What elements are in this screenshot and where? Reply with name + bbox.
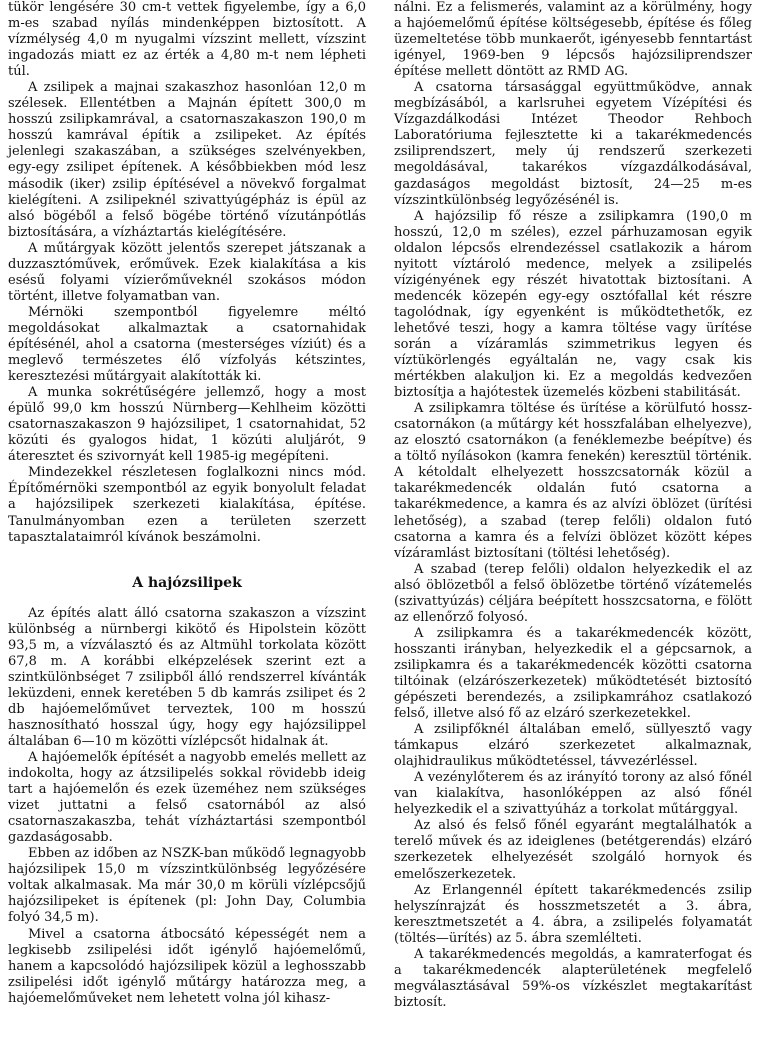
- paragraph: A munka sokrétűségére jellemző, hogy a most épülő 99,0 km hosszú Nürnberg—Kehlheim közötti csatornaszakaszon 9 hajózsilipet, 1 csatornahidat, 52 közúti és gyalogos hidat, 1 közúti aluljárót, 9 áteresztet és szivornyát kell 1985-ig megépíteni.: [8, 385, 366, 465]
- paragraph: A hajózsilip fő része a zsilipkamra (190,0 m hosszú, 12,0 m széles), ezzel párhuzamosan egyik oldalon lépcsős elrendezéssel csatlakozik a három nyitott víztároló medence, melyek a zsilipelés vízigényének egy részét hivatottak biztosítani. A medencék közepén egy-egy osztófallal két részre tagolódnak, így egyenként is működtethetők, ez lehetővé teszi, hogy a kamra töltése vagy ürítése során a vízáramlás szimmetrikus legyen és víztükörlengés egyáltalán ne, vagy csak kis mértékben alakuljon ki. Ez a megoldás kedvezően biztosítja a hajótestek üzemelés közbeni stabilitását.: [394, 208, 752, 401]
- paragraph: A szabad (terep felőli) oldalon helyezkedik el az alsó öblözetből a felső öblözetbe történő vízátemelés (szivattyúzás) céljára beépített hosszcsatorna, e fölött az ellenőrző folyosó.: [394, 561, 752, 625]
- paragraph: Mivel a csatorna átbocsátó képességét nem a legkisebb zsilipelési időt igénylő hajóemelőmű, hanem a kapcsolódó hajózsilipek közül a leghosszabb zsilipelési időt igénylő műtárgy határozza meg, a hajóemelőműveket nem lehetett volna jól kihasz-: [8, 926, 366, 1006]
- section-heading: A hajózsilipek: [132, 574, 242, 591]
- left-column: [8, 0, 366, 1007]
- paragraph: A zsilipkamra töltése és ürítése a körülfutó hossz-csatornákon (a műtárgy két hosszfalában elhelyezve), az elosztó csatornákon (a fenéklemezbe beépítve) és a töltő nyílásokon (kamra fenekén) keresztül történik. A kétoldalt elhelyezett hosszcsatornák közül a takarékmedencék oldalán futó csatorna a takarékmedence, a kamra és az alvízi öblözet (ürítési lehetőség), a szabad (terep felőli) oldalon futó csatorna a kamra és a felvízi öblözet között képes vízáramlást biztosítani (töltési lehetőség).: [394, 401, 752, 561]
- paragraph: tükör lengésére 30 cm-t vettek figyelembe, így a 6,0 m-es szabad nyílás mindenképpen biztosított. A vízmélység 4,0 m nyugalmi vízszint mellett, vízszint ingadozás miatt ez az érték a 4,80 m-t nem lépheti túl.: [8, 0, 366, 80]
- paragraph: A műtárgyak között jelentős szerepet játszanak a duzzasztóművek, erőművek. Ezek kialakítása a kis esésű folyami vízierőműveknél szokásos módon történt, illetve folyamatban van.: [8, 240, 366, 304]
- paragraph: Mindezekkel részletesen foglalkozni nincs mód. Építőmérnöki szempontból az egyik bonyolult feladat a hajózsilipek szerkezeti kialakítása, építése. Tanulmányomban ezen a területen szerzett tapasztalataimról kívánok beszámolni.: [8, 465, 366, 545]
- paragraph: A hajóemelők építését a nagyobb emelés mellett az indokolta, hogy az átzsilipelés sokkal rövidebb ideig tart a hajóemelőn és ezek üzeméhez nem szükséges vizet juttatni a felső csatornából az alsó csatornaszakaszba, tehát vízháztartási szempontból gazdaságosabb.: [8, 750, 366, 846]
- paragraph: nálni. Ez a felismerés, valamint az a körülmény, hogy a hajóemelőmű építése költségesebb, építése és főleg üzemeltetése több munkaerőt, igényesebb fenntartást igényel, 1969-ben 9 lépcsős hajózsiliprendszer építése mellett döntött az RMD AG.: [394, 0, 752, 80]
- right-column: [394, 0, 752, 1011]
- paragraph: Mérnöki szempontból figyelemre méltó megoldásokat alkalmaztak a csatornahidak építésénél, ahol a csatorna (mesterséges víziút) és a meglevő természetes élő vízfolyás kétszintes, keresztezési műtárgyait alakították ki.: [8, 304, 366, 385]
- paragraph: A takarékmedencés megoldás, a kamraterfogat és a takarékmedencék alapterületének megfelelő megválasztásával 59%-os vízkészlet megtakarítást biztosít.: [394, 946, 752, 1010]
- paragraph: Az építés alatt álló csatorna szakaszon a vízszint különbség a nürnbergi kikötő és Hipolstein között 93,5 m, a vízválasztó és az Altmühl torkolata között 67,8 m. A korábbi elképzelések szerint ezt a szintkülönbséget 7 zsilipből álló rendszerrel kívánták leküzdeni, ennek keretében 5 db kamrás zsilipet és 2 db hajóemelőművet terveztek, 100 m hosszú hasznosítható hosszal úgy, hogy egy hajózsilippel általában 6—10 m közötti vízlépcsőt hidalnak át.: [8, 605, 366, 749]
- paragraph: A zsilipkamra és a takarékmedencék között, hosszanti irányban, helyezkedik el a gépcsarnok, a zsilipkamra és a takarékmedencék közötti csatorna tiltóinak (elzárószerkezetek) működtetését biztosító gépészeti berendezés, a zsilipkamrához csatlakozó felső, illetve alsó fő az elzáró szerkezetekkel.: [394, 625, 752, 722]
- paragraph: Az alsó és felső főnél egyaránt megtalálhatók a terelő művek és az ideiglenes (betétgerendás) elzáró szerkezetek elhelyezését szolgáló hornyok és emelőszerkezetek.: [394, 818, 752, 882]
- paragraph: A zsilipfőknél általában emelő, süllyesztő vagy támkapus elzáró szerkezetet alkalmaznak, olajhidraulikus működtetéssel, távvezérléssel.: [394, 722, 752, 770]
- paragraph: A vezénylőterem és az irányító torony az alsó főnél van kialakítva, hasonlóképpen az alsó főnél helyezkedik el a szivattyúház a torkolat műtárggyal.: [394, 770, 752, 818]
- paragraph: A csatorna társasággal együttműködve, annak megbízásából, a karlsruhei egyetem Vízépítési és Vízgazdálkodási Intézet Theodor Rehboch Laboratóriuma fejlesztette ki a takarékmedencés zsiliprendszert, mely új rendszerű szerkezeti megoldásával, takarékos vízgazdálkodásával, gazdaságos megoldást biztosít, 24—25 m-es vízszintkülönbség legyőzésénél is.: [394, 80, 752, 208]
- paragraph: A zsilipek a majnai szakaszhoz hasonlóan 12,0 m szélesek. Ellentétben a Majnán épített 300,0 m hosszú zsilipkamrával, a csatornaszakaszon 190,0 m hosszú kamrával építik a zsilipeket. Az építés jelenlegi szakaszában, a szükséges szelvényekben, egy-egy zsilipet építenek. A későbbiekben mód lesz második (iker) zsilip építésével a növekvő forgalmat kielégíteni. A zsilipeknél szivattyúgépház is épül az alsó bögéből a felső bögébe történő vízutánpótlás biztosítására, a vízháztartás kielégítésére.: [8, 80, 366, 240]
- paragraph: Az Erlangennél épített takarékmedencés zsilip helyszínrajzát és hosszmetszetét a 3. ábra, keresztmetszetét a 4. ábra, a zsilipelés folyamatát (töltés—ürítés) az 5. ábra szemlélteti.: [394, 882, 752, 946]
- paragraph: Ebben az időben az NSZK-ban működő legnagyobb hajózsilipek 15,0 m vízszintkülönbség legyőzésére voltak alkalmasak. Ma már 30,0 m körüli vízlépcsőjű hajózsilipeket is építenek (pl: John Day, Columbia folyó 34,5 m).: [8, 846, 366, 926]
